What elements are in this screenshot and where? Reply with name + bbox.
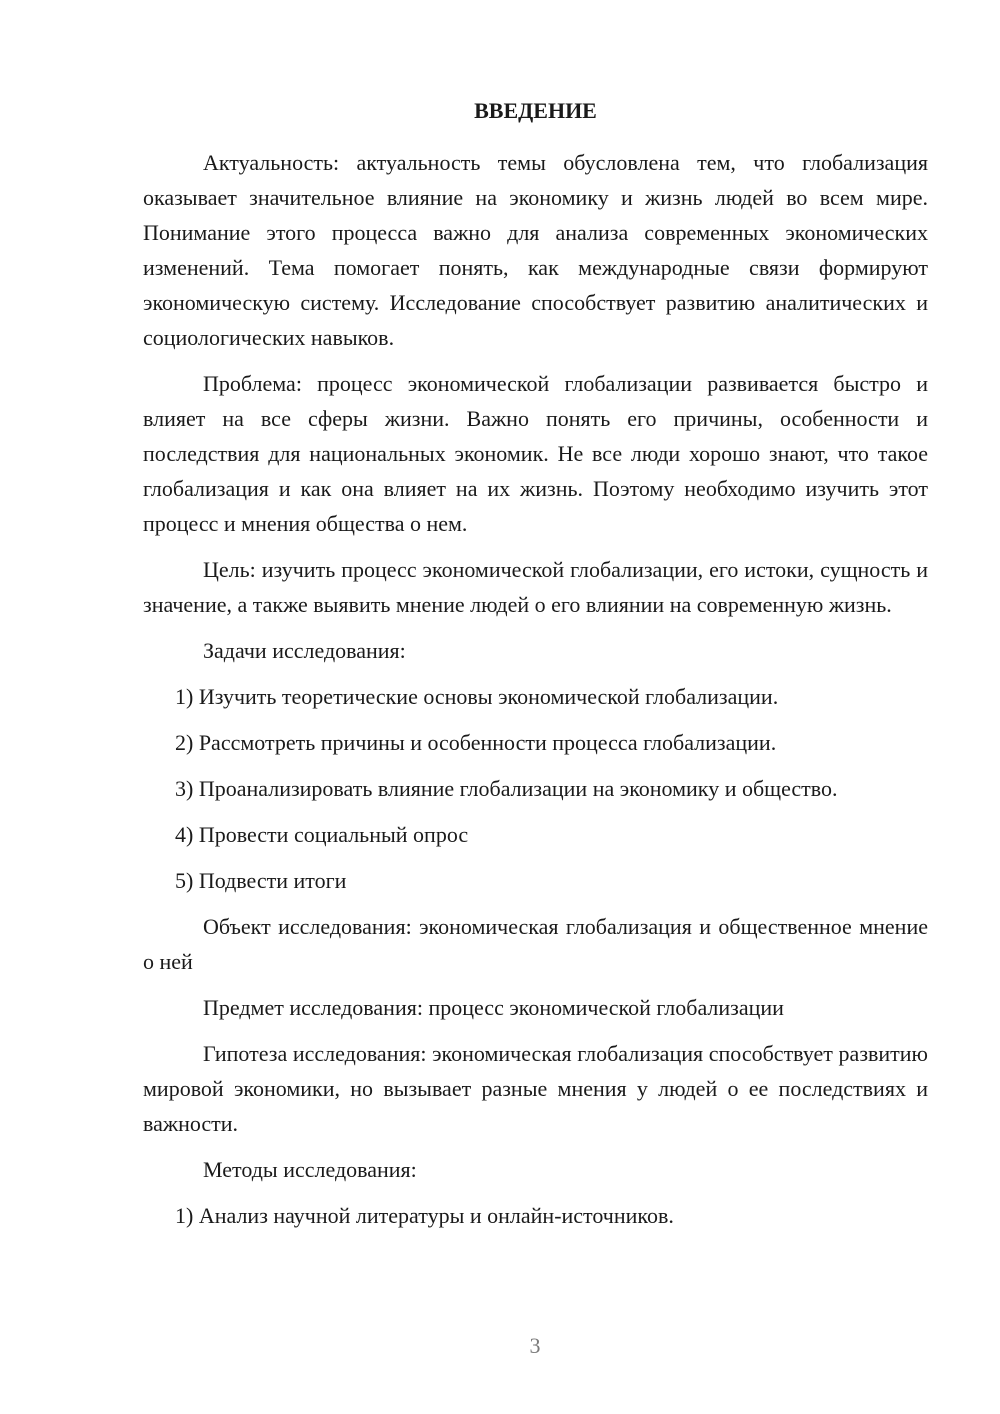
method-item: 1) Анализ научной литературы и онлайн-источников. (175, 1203, 674, 1228)
methods-heading: Методы исследования: (203, 1157, 417, 1182)
page-number: 3 (529, 1333, 541, 1358)
task-item: 4) Провести социальный опрос (175, 822, 469, 847)
tasks-heading: Задачи исследования: (203, 638, 406, 663)
page-content (143, 95, 928, 1244)
task-item: 2) Рассмотреть причины и особенности процесса глобализации. (175, 730, 777, 755)
subject-paragraph: Предмет исследования: процесс экономической глобализации (203, 995, 784, 1020)
hypothesis-paragraph: Гипотеза исследования: экономическая глобализация способствует развитию мировой экономики, но вызывает разные мнения у людей о ее последствиях и важности. (143, 1041, 928, 1136)
task-item: 3) Проанализировать влияние глобализации на экономику и общество. (175, 776, 838, 801)
page-title: ВВЕДЕНИЕ (474, 98, 597, 123)
task-item: 5) Подвести итоги (175, 868, 347, 893)
problem-paragraph: Проблема: процесс экономической глобализации развивается быстро и влияет на все сферы жизни. Важно понять его причины, особенности и последствия для национальных экономик. Не все люди хорошо знают, что такое глобализация и как она влияет на их жизнь. Поэтому необходимо изучить этот процесс и мнения общества о нем. (143, 371, 928, 536)
goal-paragraph: Цель: изучить процесс экономической глобализации, его истоки, сущность и значение, а также выявить мнение людей о его влиянии на современную жизнь. (143, 557, 928, 617)
relevance-paragraph: Актуальность: актуальность темы обусловлена тем, что глобализация оказывает значительное влияние на экономику и жизнь людей во всем мире. Понимание этого процесса важно для анализа современных экономических изменений. Тема помогает понять, как международные связи формируют экономическую систему. Исследование способствует развитию аналитических и социологических навыков. (143, 150, 928, 350)
task-item: 1) Изучить теоретические основы экономической глобализации. (175, 684, 779, 709)
object-paragraph: Объект исследования: экономическая глобализация и общественное мнение о ней (143, 914, 928, 974)
